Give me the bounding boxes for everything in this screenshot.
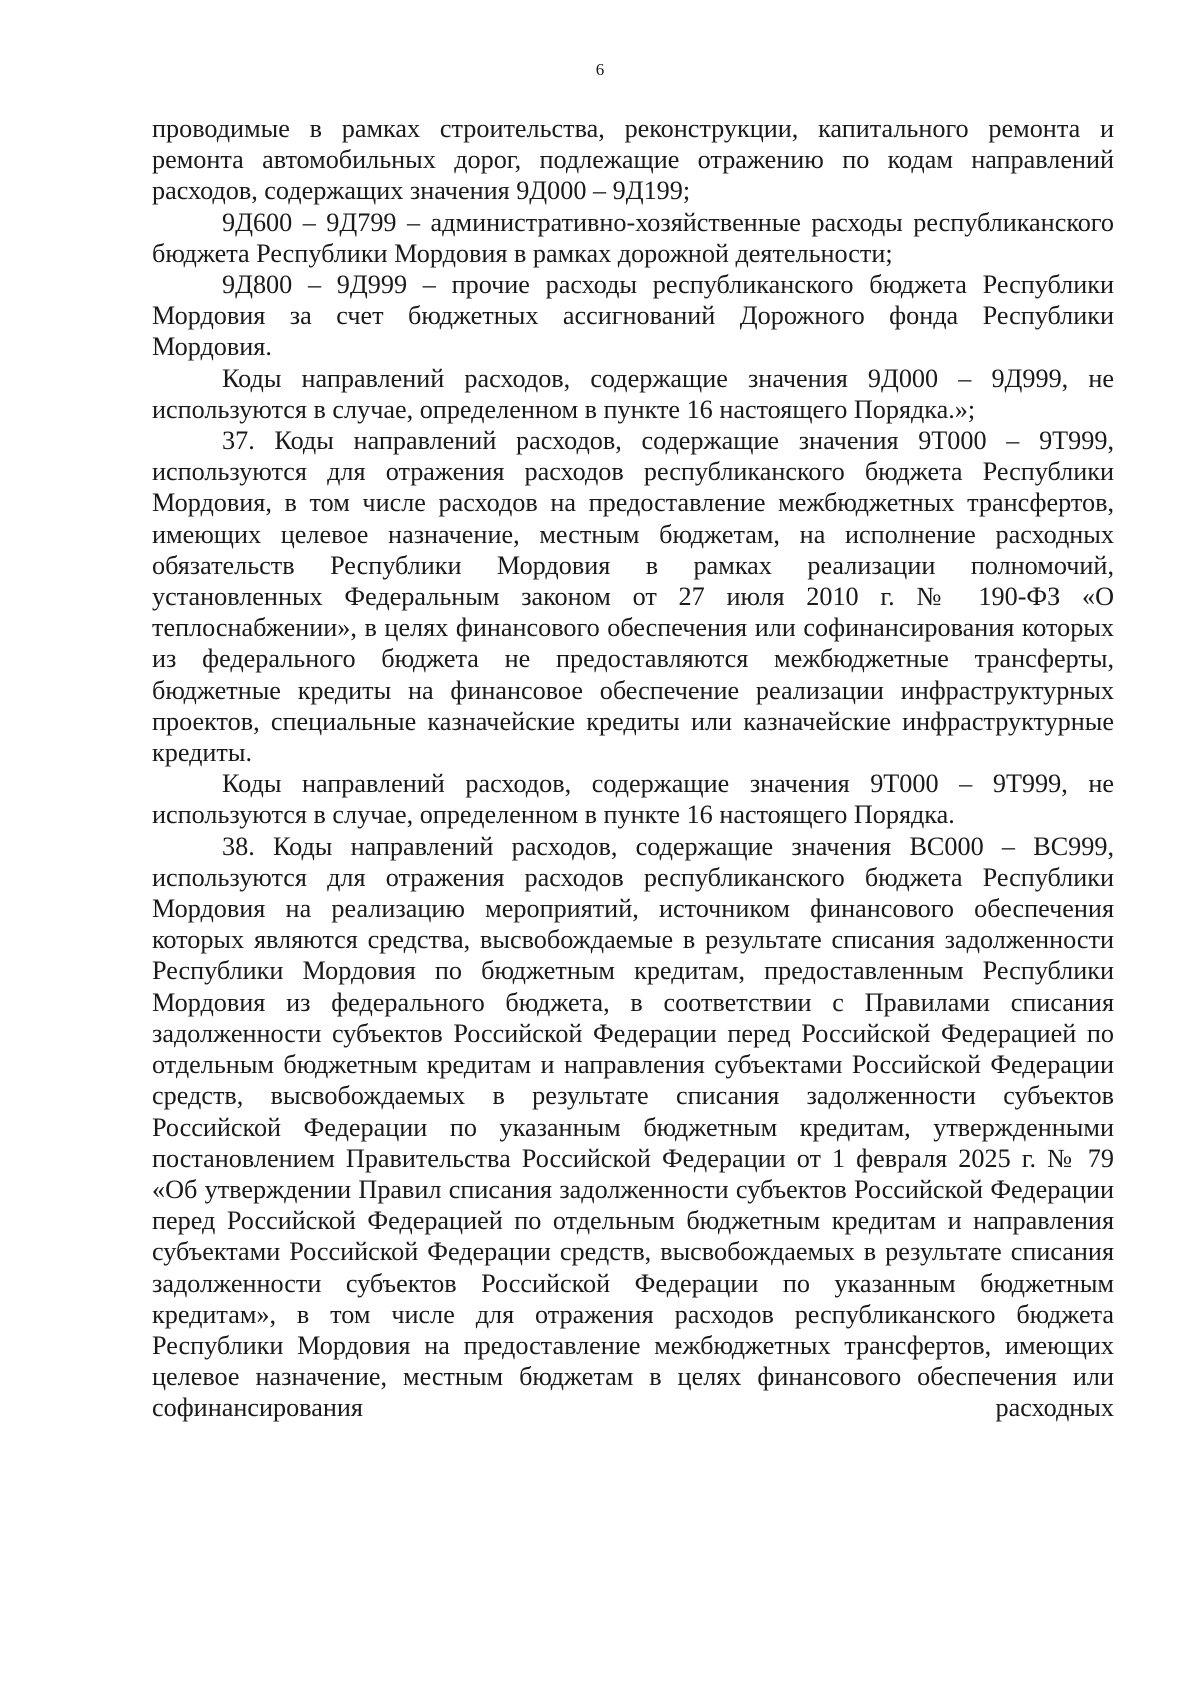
paragraph-9t-not-used: Коды направлений расходов, содержащие значения 9Т000 – 9Т999, не используются в случае, определенном в пункте 16 настоящего Порядка. xyxy=(152,769,1114,830)
paragraph-item-38: 38. Коды направлений расходов, содержащие значения ВС000 – ВС999, используются для отражения расходов республиканского бюджета Республики Мордовия на реализацию мероприятий, источником финансового обеспечения которых являются средства, высвобождаемые в результате списания задолженности Республики Мордовия по бюджетным кредитам, предоставленным Республики Мордовия из федерального бюджета, в соответствии с Правилами списания задолженности субъектов Российской Федерации перед Российской Федерацией по отдельным бюджетным кредитам и направления субъектами Российской Федерации средств, высвобождаемых в результате списания задолженности субъектов Российской Федерации по указанным бюджетным кредитам, утвержденными постановлением Правительства Российской Федерации от 1 февраля 2025 г. № 79 «Об утверждении Правил списания задолженности субъектов Российской Федерации перед Российской Федерацией по отдельным бюджетным кредитам и направления субъектами Российской Федерации средств, высвобождаемых в результате списания задолженности субъектов Российской Федерации по указанным бюджетным кредитам», в том числе для отражения расходов республиканского бюджета Республики Мордовия на предоставление межбюджетных трансфертов, имеющих целевое назначение, местным бюджетам в целях финансового обеспечения или софинансирования расходных xyxy=(152,831,1114,1423)
paragraph-9d600-9d799: 9Д600 – 9Д799 – административно-хозяйственные расходы республиканского бюджета Республики Мордовия в рамках дорожной деятельности; xyxy=(152,207,1114,268)
paragraph-9d800-9d999: 9Д800 – 9Д999 – прочие расходы республиканского бюджета Республики Мордовия за счет бюджетных ассигнований Дорожного фонда Республики Мордовия. xyxy=(152,270,1114,362)
document-body xyxy=(152,113,1114,1424)
page-number: 6 xyxy=(595,60,605,79)
paragraph-9d-not-used: Коды направлений расходов, содержащие значения 9Д000 – 9Д999, не используются в случае, определенном в пункте 16 настоящего Порядка.»; xyxy=(152,363,1114,424)
paragraph-item-37: 37. Коды направлений расходов, содержащие значения 9Т000 – 9Т999, используются для отражения расходов республиканского бюджета Республики Мордовия, в том числе расходов на предоставление межбюджетных трансфертов, имеющих целевое назначение, местным бюджетам, на исполнение расходных обязательств Республики Мордовия в рамках реализации полномочий, установленных Федеральным законом от 27 июля 2010 г. № 190-ФЗ «О теплоснабжении», в целях финансового обеспечения или софинансирования которых из федерального бюджета не предоставляются межбюджетные трансферты, бюджетные кредиты на финансовое обеспечение реализации инфраструктурных проектов, специальные казначейские кредиты или казначейские инфраструктурные кредиты. xyxy=(152,426,1114,768)
paragraph-continuation-road-works: проводимые в рамках строительства, реконструкции, капитального ремонта и ремонта автомобильных дорог, подлежащие отражению по кодам направлений расходов, содержащих значения 9Д000 – 9Д199; xyxy=(152,114,1114,206)
